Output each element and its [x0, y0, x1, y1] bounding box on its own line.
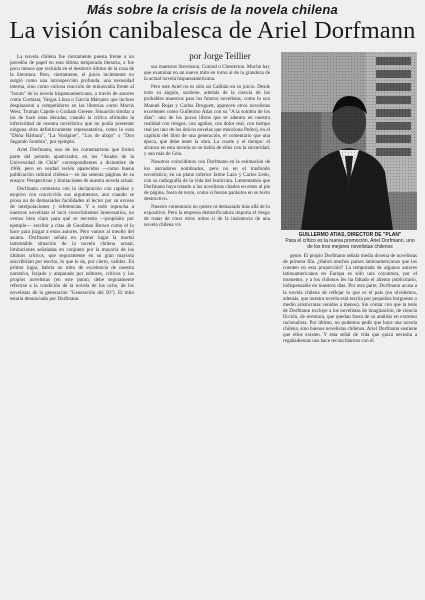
text-column-2 — [144, 64, 270, 584]
article-byline: por Jorge Teillier — [189, 51, 251, 61]
paragraph: sus maestros Stevenson, Conrad o Chesterton. Mucho hay que examinar en un nuevo mito en torno al de la grandeza de la actual novela hispanoamericana. — [144, 64, 270, 83]
text-column-3 — [283, 253, 417, 583]
paragraph: Dorfmann comienza con la declaración con rapidez y esquivo con convicción sus argumentos, aun cuando se prosa no de demasiados facilidades al lector por su exceso de interpolaciones y referencias. Y a todo reprocha a nuestros novelistas el lucir conocimientos innecesarios, no vemos bien claro para qué se necesita —propósito por ejemplo— escribir a citas de Goodman Brown como el lo hace para juzgar a estos autores. Pero vamos al meollo del asunto. Dorfmann señala en primer lugar la mortal lamentable situación de la novela chilena actual, limitaciones señaladas en conjunto por la mayoría de los últimos críticos, que seguramente en su gran mayoría suscribirían por escrito, lo que le da, por cierto, validez. En primer lugar, habría un mito de excelencia de nuestra narrativa, forjado y amparado por editores, críticos y los propios novelistas (en este punto, debe seguramente referirse a la condición de la novela de los ocho, de los novelistas de la generación "Generación del 50"). El mito estaría denunciado por Dorfmann. — [10, 185, 134, 302]
photo-caption — [283, 232, 417, 250]
paragraph: gente. El propio Dorfmann señala media docena de novelistas de primera fila. ¿Habrá muchos países latinoamericanos que los cuenten en esta proporción? La temporada de algunos autores latinoamericanos en Europa es sólo una coyuntura, por el momento, y a los chilenos les ha faltado el aliento publicitario, indispensable en nuestros días. Por otra parte, Dorfmann acusa a la novela chilena de reflejar lo que es el país (no olvidemos, además, que nuestra novela está escrita por pequeños burgueses o medio aristócratas venidos a menos). Sin contar con que la tesis de Dorfmann excluye a los novelistas de imaginación, de ciencia ficción, de aventura, que quedan fuera de su análisis en extremo racionalista. Por último, no podemos pedir que haya una novela chilena, sino buenos novelistas chilenos. Ariel Dorfmann sostiene que ellos existen. Y esta señal de vida que quizá necesita a regañadientas nos hace reconciliarnos con él. — [283, 253, 417, 345]
paragraph: Pero este Ariel no es sólo un Calibán en su juicio. Desde todo su ángulo, sostiene, además de la ciencia de los probables maestros para los futuros novelistas, como lo son Manuel Rojas y Carlos Droguett, aparecen otros novelistas excelentes como Guillermo Atías con su "A la sombra de los días": uno de los pocos libros que se adentra en nuestra realidad con riesgos, con agallas, con dolor real, con tiempo real (es uno de los únicos novelas que menciona Pedro), en el capítulo del libro de una generación, el comentario que una época, que debe tener la obra. La cuarte y el tiempo: el alcance en esta novela no se habla de ellos con la sinceridad, y son más de Cela. — [144, 84, 270, 158]
article-kicker: Más sobre la crisis de la novela chilena — [87, 2, 338, 17]
article-headline: La visión canibalesca de Ariel Dorfmann — [9, 17, 416, 44]
author-photo — [281, 52, 417, 230]
caption-body: Para el crítico es la nueva promoción, Ariel Dorfmann, uno de los tres mejores novelistas chilenos — [285, 238, 415, 250]
paragraph: Ariel Dorfmann, uno de los comentaristas que formó parte del pelotón ajusticiador, en los "Anales de la Universidad de Chile" correspondientes a diciembre de 1966, pero en verdad recién aparecidos —como buena publicación cultural chilena— en las sesenta páginas de su ensayo: Perspectivas y limitaciones de nuestra novela actual. — [10, 147, 134, 184]
paragraph: Nuestro comentario no quiere ni demasiado más allá de lo expositivo. Pero la empresa demistificadora importa el riesgo de tratar de crear otros mitos si de la insistencia de una novela chilena viv — [144, 204, 270, 229]
text-column-1 — [10, 54, 134, 594]
caption-title: GUILLERMO ATIAS, DIRECTOR DE "PLAN" — [298, 232, 402, 238]
paragraph: Nosotros coincidimos con Dorfmann en la estimación de los narradores nombrados, pero no en el trasfondo novelístico; en un plano inferior Jaime Lazo y Carlos León, con su radiografía de la vida del burócrata. Lamentamos que Dorfmann haya tratado a los novelistas citados en estos al pie de página, fuera de texto, como si fueran parásitos en su texto destructivo. — [144, 159, 270, 202]
paragraph: La novela chilena fue ciertamente puesta frente a un pavedón de papel en esta última temporada literaria, o fue poco menos que recluida en el destierro último de la cosa de la literatura. Pero, ciertamente, el juicio inclemente no surgió como una introspección profunda, una necesidad interna, sino como curiosa reacción de minusvalía frente al "boom" de la novela hispanoamericana, a través de autores como Cortázar, Vargas Llosa o García Márquez que incluso desplazaron a competidores en las librerías como Morris West, Truman Capote o Graham Greene. Situación similar a las de hace unas décadas, cuando la crítica afirmaba la inferioridad de nuestra novelística que no podía presentar ninguna obra definitivamente representativa, como lo eran "Doña Bárbara", "La Vorágine", "Los de abajo" o "Don Segundo Sombra", por ejemplo. — [10, 54, 134, 146]
photo-image — [281, 52, 417, 230]
